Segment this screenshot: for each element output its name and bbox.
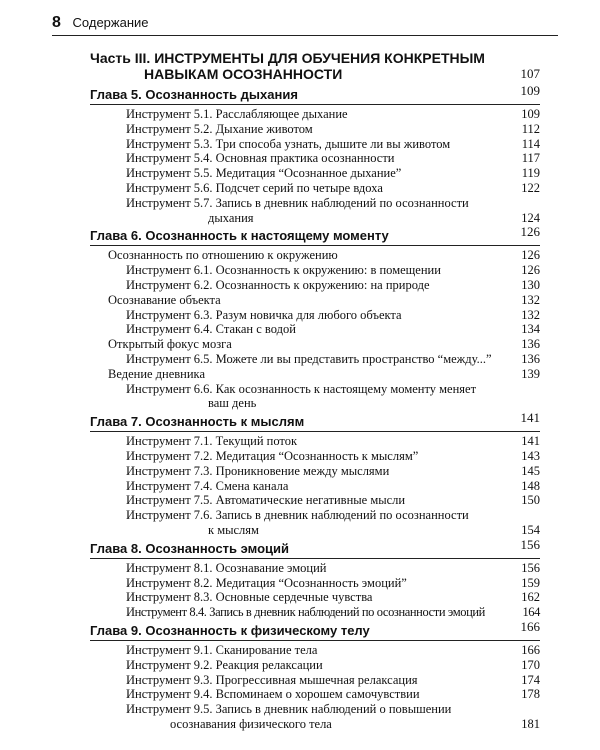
chapter-title: Глава 7. Осознанность к мыслям [90,414,305,430]
chapter-page: 141 [520,410,540,426]
entry-page: 109 [521,107,540,121]
toc-entry [90,561,540,576]
entry-text: Инструмент 5.2. Дыхание животом [126,121,313,136]
section-text: Осознанность по отношению к окружению [108,248,338,263]
chapter-heading [90,618,540,641]
toc-section [90,293,540,308]
entry-text: Инструмент 9.2. Реакция релаксации [126,657,323,672]
toc-entry [90,449,540,464]
page-number: 8 [52,14,61,31]
entry-page: 181 [521,716,540,731]
entry-text: Инструмент 5.5. Медитация “Осознанное дыхание” [126,166,402,181]
entry-text: Инструмент 7.2. Медитация “Осознанность к мыслям” [126,448,419,463]
entry-page: 119 [521,166,540,181]
entry-text: Инструмент 9.3. Прогрессивная мышечная релаксация [126,672,418,687]
entry-page: 132 [521,307,540,322]
toc-entry [90,352,540,367]
chapter-heading [90,410,540,432]
toc-entry [90,196,540,226]
entry-page: 164 [522,605,540,620]
part-page: 107 [520,66,540,81]
chapter-heading [90,83,540,105]
toc-entry [90,263,540,278]
toc-entry [90,479,540,494]
section-text: Ведение дневника [108,366,205,381]
entry-text: Инструмент 6.3. Разум новичка для любого объекта [126,307,402,322]
entry-text: Инструмент 6.1. Осознанность к окружению: в помещении [126,263,441,278]
entry-page: 162 [521,590,540,605]
entry-text: Инструмент 7.3. Проникновение между мыслями [126,463,390,478]
running-header [52,14,558,36]
entry-text: Инструмент 8.3. Основные сердечные чувства [126,590,373,605]
entry-page: 178 [521,687,540,702]
entry-page: 145 [521,463,540,478]
toc-entry [90,493,540,508]
entry-text-cont: дыхания [208,210,254,225]
toc-section [90,248,540,263]
entry-text: Инструмент 5.7. Запись в дневник наблюдений по осознанности [126,195,469,210]
entry-page: 156 [521,560,540,575]
entry-text: Инструмент 5.1. Расслабляющее дыхание [126,107,348,121]
chapter-title: Глава 6. Осознанность к настоящему моменту [90,228,389,244]
toc-entry [90,107,540,122]
entry-text: Инструмент 6.4. Стакан с водой [126,322,296,337]
toc-entry [90,590,540,605]
toc-entry [90,181,540,196]
entry-text: Инструмент 7.5. Автоматические негативные мысли [126,493,406,508]
entry-text: Инструмент 9.1. Сканирование тела [126,642,318,657]
entry-text: Инструмент 8.1. Осознавание эмоций [126,560,327,575]
entry-page: 150 [521,493,540,508]
toc-entry [90,576,540,591]
entry-page: 174 [521,672,540,687]
toc-entry [90,308,540,323]
toc-entry [90,137,540,152]
chapter-heading [90,536,540,559]
entry-text: Инструмент 7.6. Запись в дневник наблюдений по осознанности [126,508,469,523]
chapter-heading [90,224,540,246]
section-text: Открытый фокус мозга [108,337,232,352]
entry-text-cont: ваш день [208,396,257,411]
entry-text: Инструмент 5.6. Подсчет серий по четыре вдоха [126,180,383,195]
entry-text-cont: к мыслям [208,522,259,537]
chapter-title: Глава 5. Осознанность дыхания [90,87,298,102]
toc-section [90,337,540,352]
entry-page: 126 [521,263,540,278]
entry-page: 126 [521,248,540,263]
entry-page: 132 [521,292,540,307]
entry-text: Инструмент 5.4. Основная практика осознанности [126,151,395,166]
toc-entry [90,508,540,538]
entry-page: 170 [521,657,540,672]
entry-page: 141 [521,434,540,449]
entry-text-cont: осознавания физического тела [170,716,332,731]
entry-page: 112 [521,121,540,136]
entry-page: 122 [521,180,540,195]
entry-text: Инструмент 6.2. Осознанность к окружению: на природе [126,277,430,292]
entry-page: 136 [521,337,540,352]
toc-entry [90,605,540,620]
entry-page: 143 [521,448,540,463]
toc-entry [90,382,540,412]
entry-page: 136 [521,351,540,366]
entry-text: Инструмент 7.1. Текущий поток [126,434,298,449]
toc-entry [90,464,540,479]
entry-text: Инструмент 5.3. Три способа узнать, дышите ли вы животом [126,136,451,151]
chapter-page: 126 [520,224,540,240]
toc-entry [90,702,540,732]
toc-entry [90,673,540,688]
chapter-page: 166 [520,618,540,634]
table-of-contents [90,50,540,732]
chapter-page: 156 [520,536,540,552]
toc-entry [90,643,540,658]
entry-text: Инструмент 8.2. Медитация “Осознанность эмоций” [126,575,407,590]
chapter-title: Глава 9. Осознанность к физическому телу [90,622,370,638]
entry-page: 166 [521,642,540,657]
toc-entry [90,322,540,337]
toc-section [90,367,540,382]
entry-page: 114 [521,136,540,151]
entry-page: 124 [521,210,540,225]
chapter-page: 109 [520,83,540,98]
toc-entry [90,434,540,449]
section-text: Осознавание объекта [108,292,221,307]
entry-page: 154 [521,522,540,537]
toc-entry [90,687,540,702]
toc-entry [90,278,540,293]
toc-entry [90,151,540,166]
toc-entry [90,122,540,137]
entry-text: Инструмент 7.4. Смена канала [126,478,289,493]
entry-page: 130 [521,277,540,292]
entry-page: 134 [521,322,540,337]
entry-text: Инструмент 9.4. Вспоминаем о хорошем самочувствии [126,687,420,702]
part-title-line1: Часть III. ИНСТРУМЕНТЫ ДЛЯ ОБУЧЕНИЯ КОНКРЕТНЫМ [90,50,485,66]
part-title-line2: НАВЫКАМ ОСОЗНАННОСТИ [144,66,343,82]
entry-page: 148 [521,478,540,493]
entry-page: 139 [521,366,540,381]
toc-entry [90,658,540,673]
running-title: Содержание [72,15,149,30]
entry-text: Инструмент 6.6. Как осознанность к настоящему моменту меняет [126,381,477,396]
entry-text: Инструмент 8.4. Запись в дневник наблюдений по осознанности эмоций [126,605,485,620]
entry-text: Инструмент 6.5. Можете ли вы представить пространство “между...” [126,351,492,366]
entry-page: 159 [521,575,540,590]
toc-entry [90,166,540,181]
chapter-title: Глава 8. Осознанность эмоций [90,540,290,556]
part-heading [90,50,540,82]
entry-page: 117 [521,151,540,166]
entry-text: Инструмент 9.5. Запись в дневник наблюдений о повышении [126,702,452,717]
